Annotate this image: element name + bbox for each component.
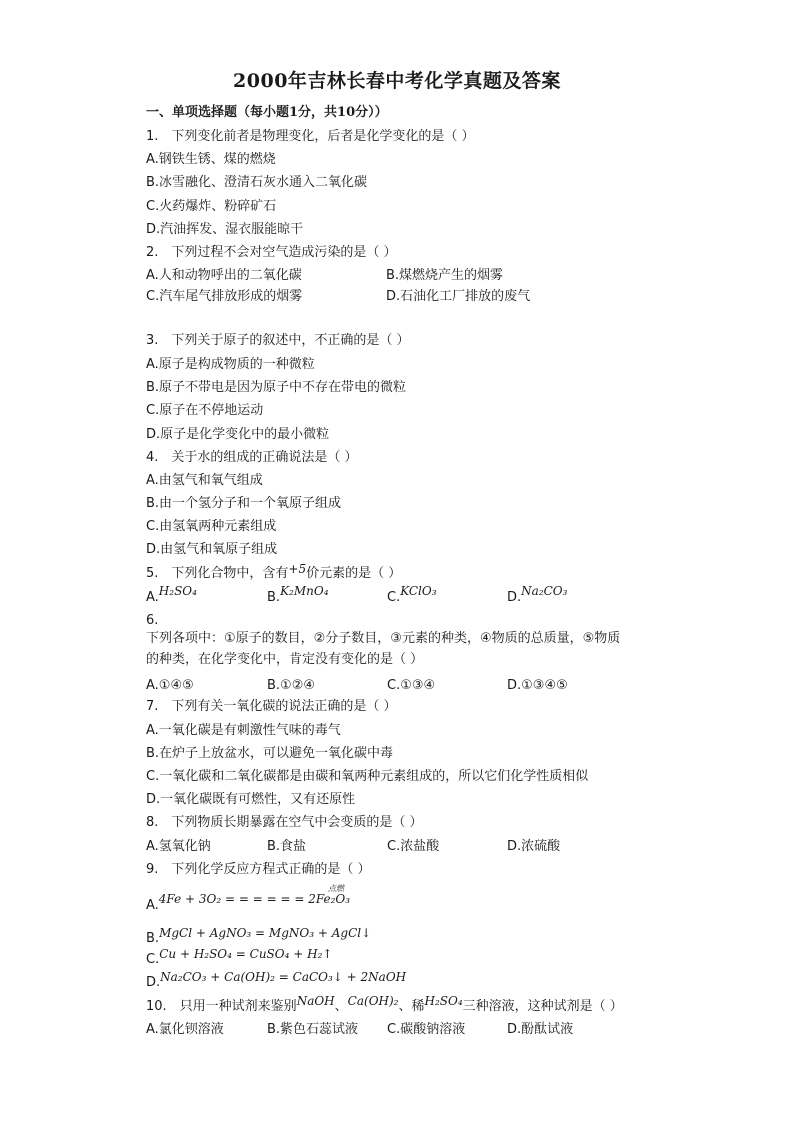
question-1-option-a: A.钢铁生锈、煤的燃烧 bbox=[146, 152, 276, 167]
question-5-stem bbox=[146, 564, 401, 583]
question-7-option-c: C.一氧化碳和二氧化碳都是由碳和氧两种元素组成的，所以它们化学性质相似 bbox=[146, 769, 589, 784]
valence-plus-five: +5 bbox=[288, 562, 307, 576]
question-10-option-d: D.酚酞试液 bbox=[507, 1022, 574, 1037]
question-6-stem-line-2: 的种类，在化学变化中，肯定没有变化的是（ ） bbox=[146, 652, 424, 667]
question-4-option-a: A.由氢气和氧气组成 bbox=[146, 473, 263, 488]
separator: 、 bbox=[334, 999, 348, 1014]
question-6-stem-line-1: 下列各项中：①原子的数目，②分子数目，③元素的种类，④物质的总质量，⑤物质 bbox=[146, 631, 621, 646]
question-4-option-c: C.由氢氧两种元素组成 bbox=[146, 519, 277, 534]
option-a-label: A. bbox=[146, 590, 159, 605]
question-10-stem-pre: 10. 只用一种试剂来鉴别 bbox=[146, 999, 297, 1014]
equation-c: Cu + H₂SO₄ = CuSO₄ + H₂↑ bbox=[159, 947, 333, 961]
option-b-label: B. bbox=[146, 931, 160, 946]
option-c-label: C. bbox=[387, 590, 401, 605]
question-10-option-a: A.氯化钡溶液 bbox=[146, 1022, 224, 1037]
separator-dilute: 、稀 bbox=[398, 999, 425, 1014]
question-7-option-a: A.一氧化碳是有刺激性气味的毒气 bbox=[146, 723, 341, 738]
question-2-option-a: A.人和动物呼出的二氧化碳 bbox=[146, 268, 302, 283]
formula-h2so4: H₂SO₄ bbox=[158, 584, 197, 598]
question-5-stem-pre: 5. 下列化合物中，含有 bbox=[146, 566, 289, 581]
question-2-option-d: D.石油化工厂排放的废气 bbox=[386, 289, 531, 304]
question-3-option-c: C.原子在不停地运动 bbox=[146, 403, 264, 418]
question-1-option-c: C.火药爆炸、粉碎矿石 bbox=[146, 199, 277, 214]
question-2-option-b: B.煤燃烧产生的烟雾 bbox=[386, 268, 504, 283]
option-b-label: B. bbox=[267, 590, 281, 605]
question-6-option-d: D.①③④⑤ bbox=[507, 678, 568, 693]
question-8-option-c: C.浓盐酸 bbox=[387, 839, 440, 854]
option-c-label: C. bbox=[146, 952, 160, 967]
question-6-number: 6. bbox=[146, 613, 159, 628]
question-6-option-a: A.①④⑤ bbox=[146, 678, 194, 693]
question-3-option-a: A.原子是构成物质的一种微粒 bbox=[146, 357, 315, 372]
question-9-option-c bbox=[146, 947, 333, 969]
question-3-stem: 3. 下列关于原子的叙述中，不正确的是（ ） bbox=[146, 333, 410, 348]
question-5-stem-post: 价元素的是（ ） bbox=[306, 566, 402, 581]
question-7-option-d: D.一氧化碳既有可燃性，又有还原性 bbox=[146, 792, 356, 807]
question-8-stem: 8. 下列物质长期暴露在空气中会变质的是（ ） bbox=[146, 815, 423, 830]
option-a-label: A. bbox=[146, 898, 159, 913]
formula-kclo3: KClO₃ bbox=[400, 584, 437, 598]
formula-caoh2: Ca(OH)₂ bbox=[347, 994, 399, 1008]
question-10-option-b: B.紫色石蕊试液 bbox=[267, 1022, 359, 1037]
question-4-option-b: B.由一个氢分子和一个氧原子组成 bbox=[146, 496, 342, 511]
question-9-option-a bbox=[146, 892, 351, 915]
question-8-option-a: A.氢氧化钠 bbox=[146, 839, 211, 854]
equation-b: MgCl + AgNO₃ = MgNO₃ + AgCl↓ bbox=[159, 926, 372, 940]
question-10-stem bbox=[146, 994, 623, 1016]
equation-d: Na₂CO₃ + Ca(OH)₂ = CaCO₃↓ + 2NaOH bbox=[160, 970, 407, 984]
question-4-stem: 4. 关于水的组成的正确说法是（ ） bbox=[146, 450, 358, 465]
question-3-option-d: D.原子是化学变化中的最小微粒 bbox=[146, 427, 330, 442]
question-10-option-c: C.碳酸钠溶液 bbox=[387, 1022, 466, 1037]
question-5-option-d bbox=[507, 584, 568, 607]
question-3-option-b: B.原子不带电是因为原子中不存在带电的微粒 bbox=[146, 380, 407, 395]
equation-a: 4Fe + 3O₂ = = = = = = 2Fe₂O₃ bbox=[158, 892, 351, 906]
question-9-stem: 9. 下列化学反应方程式正确的是（ ） bbox=[146, 862, 371, 877]
question-7-stem: 7. 下列有关一氧化碳的说法正确的是（ ） bbox=[146, 699, 397, 714]
question-6-option-c: C.①③④ bbox=[387, 678, 436, 693]
question-7-option-b: B.在炉子上放盆水，可以避免一氧化碳中毒 bbox=[146, 746, 394, 761]
question-8-option-d: D.浓硫酸 bbox=[507, 839, 561, 854]
reaction-condition-label: 点燃 bbox=[328, 884, 344, 893]
question-4-option-d: D.由氢气和氧原子组成 bbox=[146, 542, 278, 557]
question-2-stem: 2. 下列过程不会对空气造成污染的是（ ） bbox=[146, 245, 397, 260]
formula-h2so4-dilute: H₂SO₄ bbox=[424, 994, 463, 1008]
option-d-label: D. bbox=[146, 975, 161, 990]
question-5-option-c bbox=[387, 584, 437, 607]
question-5-option-b bbox=[267, 584, 329, 607]
section-heading: 一、单项选择题（每小题1分，共10分）） bbox=[146, 105, 388, 120]
question-1-option-b: B.冰雪融化、澄清石灰水通入二氧化碳 bbox=[146, 175, 368, 190]
question-8-option-b: B.食盐 bbox=[267, 839, 307, 854]
question-9-option-d bbox=[146, 970, 407, 992]
question-10-stem-post: 三种溶液，这种试剂是（ ） bbox=[462, 999, 623, 1014]
question-5-option-a bbox=[146, 584, 197, 607]
formula-k2mno4: K₂MnO₄ bbox=[280, 584, 329, 598]
formula-na2co3: Na₂CO₃ bbox=[521, 584, 568, 598]
question-9-option-b bbox=[146, 926, 372, 948]
formula-naoh: NaOH bbox=[296, 994, 335, 1008]
question-1-option-d: D.汽油挥发、湿衣服能晾干 bbox=[146, 222, 304, 237]
question-1-stem: 1. 下列变化前者是物理变化，后者是化学变化的是（ ） bbox=[146, 129, 475, 144]
question-6-option-b: B.①②④ bbox=[267, 678, 316, 693]
option-d-label: D. bbox=[507, 590, 522, 605]
question-2-option-c: C.汽车尾气排放形成的烟雾 bbox=[146, 289, 303, 304]
document-title: 2000年吉林长春中考化学真题及答案 bbox=[233, 70, 561, 92]
